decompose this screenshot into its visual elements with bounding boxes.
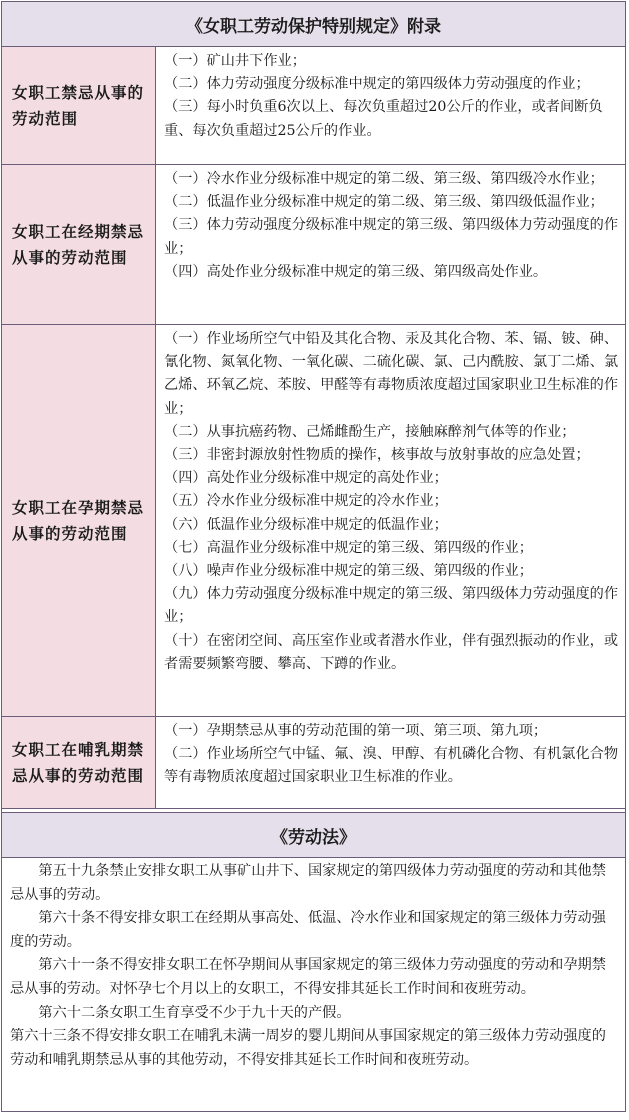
section-row [2, 165, 625, 325]
list-item: （五）冷水作业分级标准中规定的冷水作业； [164, 493, 448, 510]
section-content [156, 47, 625, 164]
section-row [2, 47, 625, 165]
list-item: （二）作业场所空气中锰、氟、溴、甲醇、有机磷化合物、有机氯化合物等有毒物质浓度超过国家职业卫生标准的作业。 [164, 746, 619, 786]
list-item: （一）冷水作业分级标准中规定的第二级、第三级、第四级冷水作业； [164, 171, 604, 187]
law-article: 第六十条不得安排女职工在经期从事高处、低温、冷水作业和国家规定的第三级体力劳动强度的劳动。 [10, 910, 606, 950]
list-item: （九）体力劳动强度分级标准中规定的第三级、第四级体力劳动强度的作业； [164, 586, 619, 626]
section-content [156, 165, 625, 324]
law-article: 第五十九条禁止安排女职工从事矿山井下、国家规定的第四级体力劳动强度的劳动和其他禁忌从事的劳动。 [10, 863, 606, 903]
document-table [1, 1, 626, 1112]
section-row [2, 717, 625, 809]
list-item: （四）高处作业分级标准中规定的第三级、第四级高处作业。 [164, 263, 548, 280]
list-item: （十）在密闭空间、高压室作业或者潜水作业，伴有强烈振动的作业，或者需要频繁弯腰、攀高、下蹲的作业。 [164, 632, 619, 672]
list-item: （四）高处作业分级标准中规定的高处作业； [164, 470, 448, 487]
law-articles [2, 858, 625, 1072]
list-item: （六）低温作业分级标准中规定的低温作业； [164, 516, 448, 533]
section-content [156, 717, 625, 808]
document-title: 《女职工劳动保护特别规定》附录 [2, 2, 625, 47]
list-item: （一）矿山井下作业； [164, 53, 306, 69]
law-article: 第六十一条不得安排女职工在怀孕期间从事国家规定的第三级体力劳动强度的劳动和孕期禁忌从事的劳动。对怀孕七个月以上的女职工，不得安排其延长工作时间和夜班劳动。 [10, 957, 606, 997]
section-label: 女职工禁忌从事的劳动范围 [2, 47, 156, 164]
law-article: 第六十二条女职工生育享受不少于九十天的产假。 [38, 1004, 351, 1021]
list-item: （三）每小时负重6次以上、每次负重超过20公斤的作业，或者间断负重、每次负重超过25公斤的作业。 [164, 99, 603, 139]
section-row [2, 325, 625, 717]
list-item: （一）孕期禁忌从事的劳动范围的第一项、第三项、第九项； [164, 723, 548, 739]
list-item: （七）高温作业分级标准中规定的第三级、第四级的作业； [164, 539, 533, 556]
list-item: （八）噪声作业分级标准中规定的第三级、第四级的作业； [164, 563, 533, 580]
section-content [156, 325, 625, 716]
law-article: 第六十三条不得安排女职工在哺乳未满一周岁的婴儿期间从事国家规定的第三级体力劳动强度的劳动和哺乳期禁忌从事的其他劳动，不得安排其延长工作时间和夜班劳动。 [10, 1028, 606, 1068]
section-label: 女职工在经期禁忌从事的劳动范围 [2, 165, 156, 324]
list-item: （三）体力劳动强度分级标准中规定的第三级、第四级体力劳动强度的作业； [164, 217, 619, 257]
section-label: 女职工在哺乳期禁忌从事的劳动范围 [2, 717, 156, 808]
list-item: （三）非密封源放射性物质的操作，核事故与放射事故的应急处置； [164, 447, 590, 464]
list-item: （二）从事抗癌药物、己烯雌酚生产，接触麻醉剂气体等的作业； [164, 423, 576, 440]
list-item: （一）作业场所空气中铅及其化合物、汞及其化合物、苯、镉、铍、砷、氰化物、氮氧化物、一氧化碳、二硫化碳、氯、己内酰胺、氯丁二烯、氯乙烯、环氧乙烷、苯胺、甲醛等有毒物质浓度超过国家职业卫生标准的作业； [164, 331, 619, 417]
list-item: （二）低温作业分级标准中规定的第二级、第三级、第四级低温作业； [164, 194, 604, 211]
section-label: 女职工在孕期禁忌从事的劳动范围 [2, 325, 156, 716]
law-title: 《劳动法》 [2, 813, 625, 858]
list-item: （二）体力劳动强度分级标准中规定的第四级体力劳动强度的作业； [164, 76, 590, 93]
